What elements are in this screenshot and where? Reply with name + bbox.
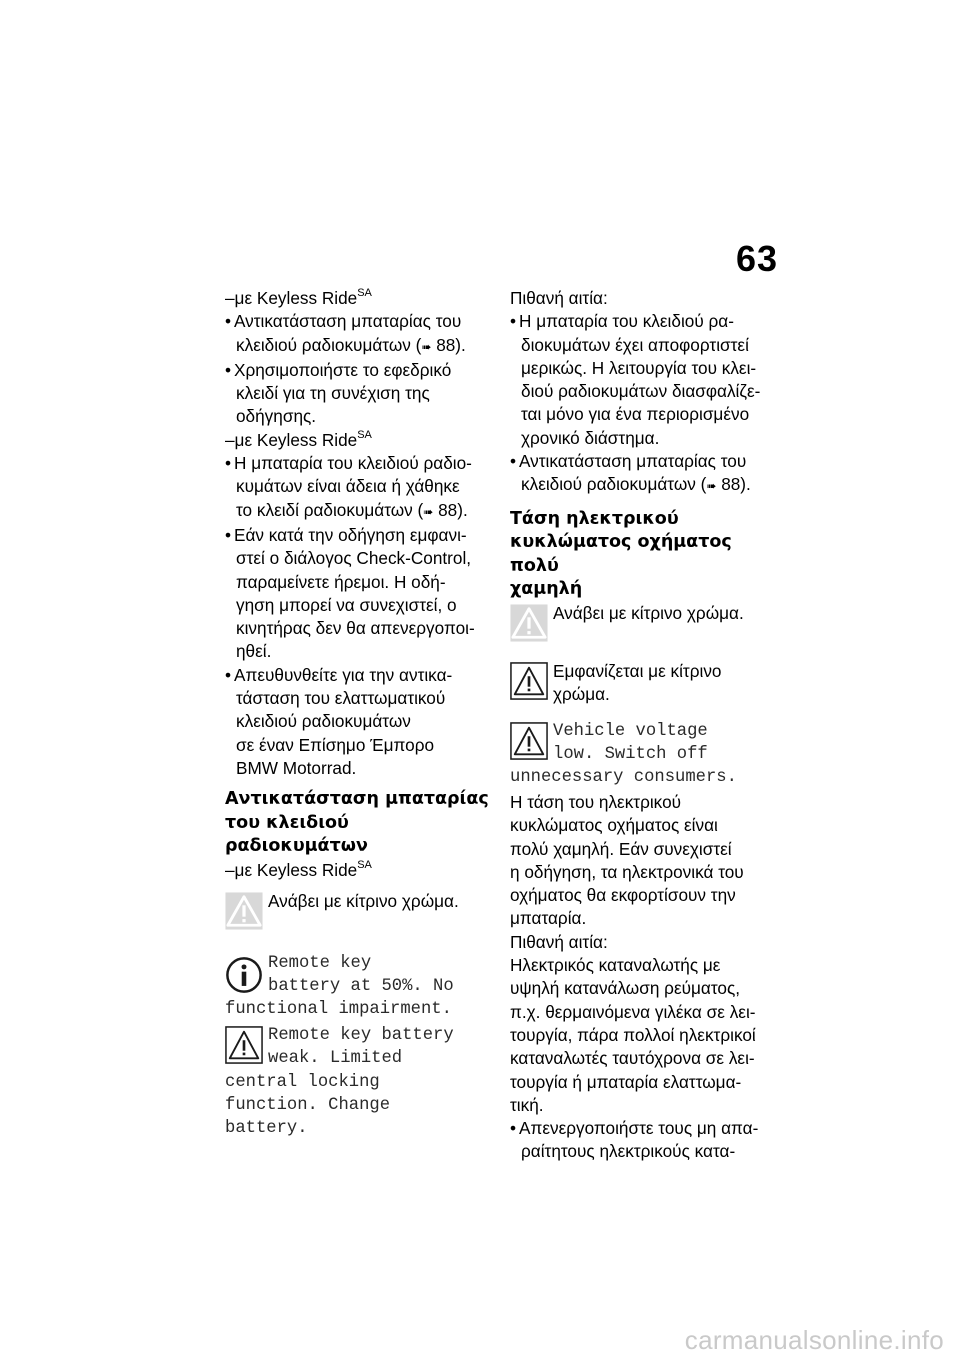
warning-triangle-icon <box>225 892 263 930</box>
info-circle-icon <box>225 956 263 994</box>
warning-triangle-icon <box>510 662 548 700</box>
possible-cause-label: Πιθανή αιτία: <box>510 288 608 308</box>
keyless-ride-condition: –με Keyless Ride$^{SA}$ <box>225 429 372 450</box>
page-reference-link[interactable]: 88). <box>721 474 751 495</box>
left-column: –με Keyless Ride$^{SA}$ • Αντικατάσταση μπαταρίας του κλειδιού ραδιοκυμάτων (➠ 88). • Χρησιμοποιήστε το εφεδρικό κλειδί για τη συνέχιση της οδήγησης. –με Keyless Ride$^{SA}$ • Η μπαταρία του κλειδιού ραδιο- κυμάτων είναι άδεια ή χάθηκε το κλειδί ραδιοκυμάτων (➠ 88). • Εάν κατά την οδήγηση εμφανι- στεί ο διάλογος Check-Control, παραμείνετε ήρεμοι. Η οδή- γηση μπορεί να συνεχιστεί, ο κινητήρας δεν θα απενεργοποι- ηθεί. • Απευθυνθείτε για την αντικα- τάσταση του ελαττωματικού κλειδιού ραδιοκυμάτων σε έναν Επίσημο Έμπορο BMW Motorrad. Αντικατάσταση μπαταρίας του κλειδιού ραδιοκυμάτων –με Keyless Ride$^{SA}$ Ανάβει με κίτρινο χρώμα. Remote key battery at 50%. No functional impairment. Remote key battery weak. Limited central locking function. Change battery. <box>225 287 493 1140</box>
warning-triangle-icon <box>510 604 548 642</box>
list-item: • Η μπαταρία του κλειδιού ρα- <box>510 311 734 332</box>
arrow-right-icon: ➠ <box>706 479 717 494</box>
keyless-ride-condition: –με Keyless Ride$^{SA}$ <box>225 287 372 308</box>
warning-indicator-block: Εμφανίζεται με κίτρινο χρώμα. <box>510 660 778 712</box>
warning-triangle-icon <box>510 722 548 760</box>
list-item: • Εάν κατά την οδήγηση εμφανι- <box>225 524 467 545</box>
warning-indicator-block: Remote key battery weak. Limited central locking function. Change battery. <box>225 1026 454 1138</box>
right-column: Πιθανή αιτία: • Η μπαταρία του κλειδιού ρα- διοκυμάτων έχει αποφορτιστεί μερικώς. Η λειτουργία του κλει- διού ραδιοκυμάτων διασφαλίζε- ται μόνο για ένα περιορισμένο χρονικό διάστημα. • Αντικατάσταση μπαταρίας του κλειδιού ραδιοκυμάτων (➠ 88). Τάση ηλεκτρικού κυκλώματος οχήματος πολύ χαμηλή Ανάβει με κίτρινο χρώμα. Εμφανίζεται με κίτρινο χρώμα. Vehicle voltage low. Switch off unnecessary consumers. Η τάση του ηλεκτρικού κυκλώματος οχήματος είναι πολύ χαμηλή. Εάν συνεχιστεί η οδήγηση, τα ηλεκτρονικά του οχήματος θα εκφορτίσουν την μπαταρία. Πιθανή αιτία: Ηλεκτρικός καταναλωτής με υψηλή κατανάλωση ρεύματος, π.χ. θερμαινόμενα γιλέκα σε λει- τουργία, πάρα πολλοί ηλεκτρικοί καταναλωτές ταυτόχρονα σε λει- τουργία ή μπαταρία ελαττωμα- τική. • Απενεργοποιήστε τους μη απα- ραίτητους ηλεκτρικούς κατα- <box>510 287 778 1164</box>
possible-cause-label: Πιθανή αιτία: <box>510 931 608 952</box>
arrow-right-icon: ➠ <box>423 504 434 519</box>
info-indicator-block: Remote key battery at 50%. No functional impairment. <box>225 954 454 1020</box>
list-item: • Χρησιμοποιήστε το εφεδρικό <box>225 359 452 380</box>
watermark: carmanualsonline.info <box>684 1325 944 1355</box>
list-item: • Η μπαταρία του κλειδιού ραδιο- <box>225 453 472 474</box>
page-number: 63 <box>735 238 778 279</box>
list-item: • Απευθυνθείτε για την αντικα- <box>225 664 453 685</box>
section-heading: Τάση ηλεκτρικού κυκλώματος οχήματος πολύ χαμηλή <box>510 508 732 600</box>
warning-triangle-icon <box>225 1026 263 1064</box>
page-reference-link[interactable]: 88). <box>438 499 468 520</box>
page-reference-link[interactable]: 88). <box>436 334 466 355</box>
keyless-ride-condition: –με Keyless Ride$^{SA}$ <box>225 859 372 880</box>
list-item: • Αντικατάσταση μπαταρίας του <box>225 311 462 332</box>
warning-indicator-block: Ανάβει με κίτρινο χρώμα. <box>225 886 493 948</box>
list-item: • Απενεργοποιήστε τους μη απα- <box>510 1118 759 1139</box>
section-heading: Αντικατάσταση μπαταρίας του κλειδιού ραδιοκυμάτων <box>225 789 489 857</box>
arrow-right-icon: ➠ <box>421 339 432 354</box>
warning-indicator-block: Ανάβει με κίτρινο χρώμα. <box>510 602 778 654</box>
list-item: • Αντικατάσταση μπαταρίας του <box>510 451 747 472</box>
warning-indicator-block: Vehicle voltage low. Switch off unnecessary consumers. <box>510 721 737 787</box>
